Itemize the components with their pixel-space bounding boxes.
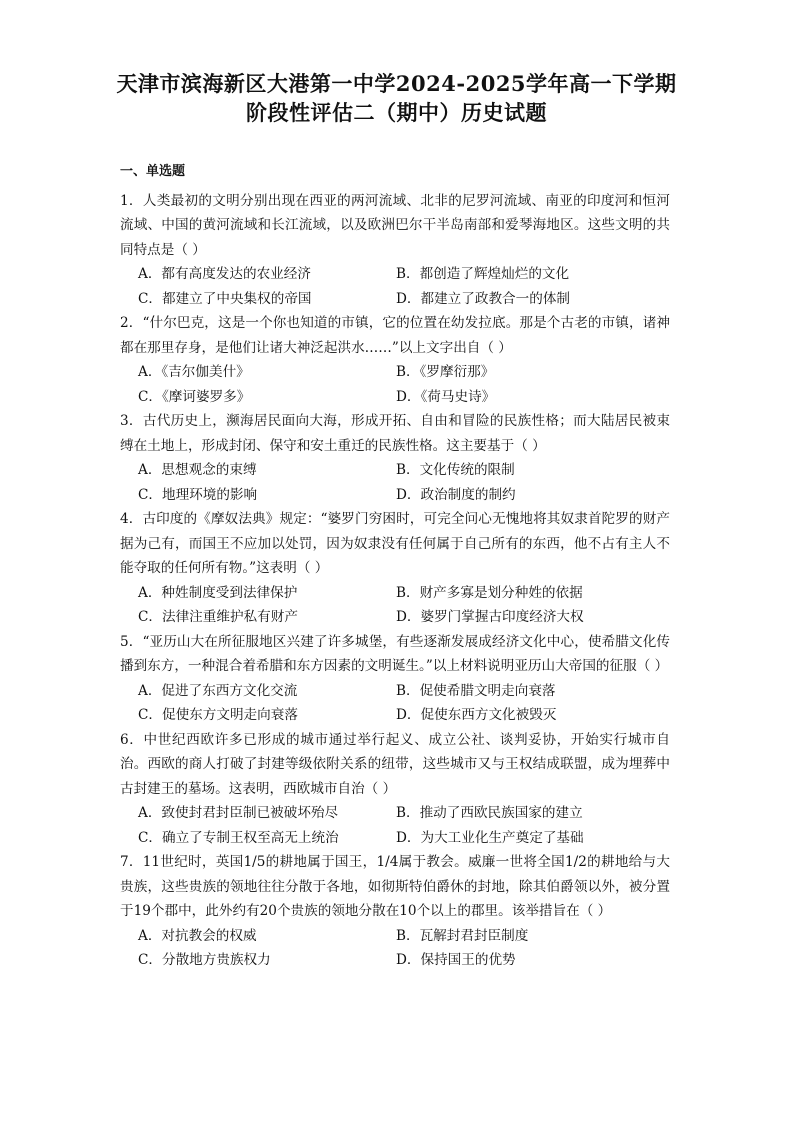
exam-title-line2: 阶段性评估二（期中）历史试题 (246, 100, 547, 125)
option-row (120, 924, 670, 949)
answer-option-d[interactable]: D．政治制度的制约 (396, 486, 516, 503)
answer-option-d[interactable]: D．为大工业化生产奠定了基础 (396, 829, 584, 846)
option-row (120, 483, 670, 508)
option-row (120, 458, 670, 483)
exam-content (120, 160, 670, 973)
option-row (120, 679, 670, 704)
answer-option-a[interactable]: A．种姓制度受到法律保护 (138, 584, 298, 601)
question-7 (120, 850, 670, 973)
question-4 (120, 507, 670, 630)
question-1 (120, 189, 670, 312)
answer-option-d[interactable]: D．《荷马史诗》 (396, 388, 496, 405)
question-stem: 4．古印度的《摩奴法典》规定：“婆罗门穷困时，可完全问心无愧地将其奴隶首陀罗的财产据为己有，而国王不应加以处罚，因为奴隶没有任何属于自己所有的东西，他不占有主人不能夺取的任何所有物。”这表明（ ） (120, 511, 670, 576)
answer-option-c[interactable]: C．分散地方贵族权力 (138, 952, 271, 968)
answer-option-c[interactable]: C．《摩诃婆罗多》 (138, 388, 251, 405)
exam-title-line1: 天津市滨海新区大港第一中学2024-2025学年高一下学期 (116, 71, 677, 96)
question-2 (120, 311, 670, 409)
section-heading: 一、单选题 (120, 164, 186, 179)
answer-option-c[interactable]: C．法律注重维护私有财产 (138, 609, 298, 625)
option-row (120, 605, 670, 630)
answer-option-b[interactable]: B．推动了西欧民族国家的建立 (396, 805, 583, 821)
answer-option-d[interactable]: D．婆罗门掌握古印度经济大权 (396, 609, 584, 625)
question-stem: 2．“什尔巴克，这是一个你也知道的市镇，它的位置在幼发拉底。那是个古老的市镇，诸神都在那里存身，是他们让诸大神泛起洪水……”以上文字出自（ ） (120, 315, 670, 356)
answer-option-a[interactable]: A．思想观念的束缚 (138, 462, 257, 478)
answer-option-c[interactable]: C．确立了专制王权至高无上统治 (138, 829, 339, 846)
answer-option-a[interactable]: A．致使封君封臣制已被破坏殆尽 (138, 805, 339, 821)
question-5 (120, 630, 670, 728)
question-stem: 5．“亚历山大在所征服地区兴建了许多城堡，有些逐渐发展成经济文化中心，使希腊文化传播到东方，一种混合着希腊和东方因素的文明诞生。”以上材料说明亚历山大帝国的征服（ ） (120, 633, 670, 674)
answer-option-c[interactable]: C．都建立了中央集权的帝国 (138, 290, 312, 307)
answer-option-c[interactable]: C．地理环境的影响 (138, 486, 258, 503)
question-stem: 6．中世纪西欧许多已形成的城市通过举行起义、成立公社、谈判妥协，开始实行城市自治。西欧的商人打破了封建等级依附关系的纽带，这些城市又与王权结成联盟，成为埋葬中古封建王的墓场。这表明，西欧城市自治（ ） (120, 731, 670, 797)
answer-option-d[interactable]: D．保持国王的优势 (396, 952, 516, 968)
question-6 (120, 728, 670, 851)
answer-option-a[interactable]: A．都有高度发达的农业经济 (138, 266, 311, 282)
question-stem: 3．古代历史上，濒海居民面向大海，形成开拓、自由和冒险的民族性格；而大陆居民被束缚在土地上，形成封闭、保守和安土重迁的民族性格。这主要基于（ ） (120, 413, 670, 454)
option-row (120, 287, 670, 312)
option-row (120, 703, 670, 728)
option-row (120, 826, 670, 851)
option-row (120, 385, 670, 410)
question-3 (120, 409, 670, 507)
answer-option-b[interactable]: B．财产多寡是划分种姓的依据 (396, 584, 583, 601)
answer-option-b[interactable]: B．《罗摩衍那》 (396, 364, 495, 380)
option-row (120, 801, 670, 826)
answer-option-b[interactable]: B．都创造了辉煌灿烂的文化 (396, 266, 570, 282)
answer-option-a[interactable]: A．对抗教会的权威 (138, 927, 257, 944)
answer-option-a[interactable]: A．《吉尔伽美什》 (138, 364, 250, 380)
option-row (120, 262, 670, 287)
option-row (120, 360, 670, 385)
option-row (120, 581, 670, 606)
option-row (120, 948, 670, 973)
answer-option-b[interactable]: B．促使希腊文明走向衰落 (396, 682, 556, 699)
question-stem: 1．人类最初的文明分别出现在西亚的两河流域、北非的尼罗河流域、南亚的印度河和恒河流域、中国的黄河流域和长江流域，以及欧洲巴尔干半岛南部和爱琴海地区。这些文明的共同特点是（ ） (120, 192, 670, 258)
answer-option-a[interactable]: A．促进了东西方文化交流 (138, 682, 298, 699)
answer-option-d[interactable]: D．都建立了政教合一的体制 (396, 290, 571, 307)
answer-option-b[interactable]: B．瓦解封君封臣制度 (396, 927, 529, 944)
answer-option-b[interactable]: B．文化传统的限制 (396, 462, 515, 478)
question-list (120, 189, 670, 973)
answer-option-d[interactable]: D．促使东西方文化被毁灭 (396, 707, 557, 723)
answer-option-c[interactable]: C．促使东方文明走向衰落 (138, 707, 298, 723)
question-stem: 7．11世纪时，英国1/5的耕地属于国王，1/4属于教会。威廉一世将全国1/2的耕地给与大贵族，这些贵族的领地往往分散于各地，如彻斯特伯爵休的封地，除其伯爵领以外，被分置于19个郡中，此外约有20个贵族的领地分散在10个以上的郡里。该举措旨在（ ） (120, 854, 670, 919)
